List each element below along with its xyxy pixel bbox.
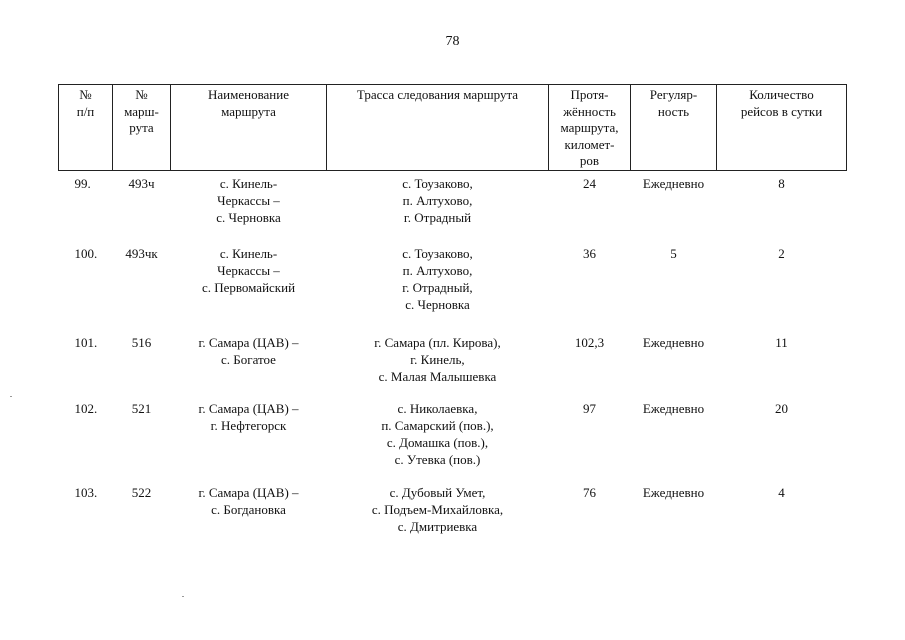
table-row [59, 330, 847, 396]
table-row [59, 480, 847, 544]
scan-speck [10, 396, 12, 397]
route-number: 493ч [128, 176, 155, 191]
route-trips: 4 [778, 485, 785, 500]
route-length: 97 [583, 401, 596, 416]
route-trips: 8 [778, 176, 785, 191]
routes-table [58, 84, 847, 544]
route-name: с. Кинель- Черкассы – с. Первомайский [201, 246, 296, 295]
route-name: г. Самара (ЦАВ) – с. Богатое [198, 335, 299, 367]
table-row [59, 171, 847, 242]
route-name: г. Самара (ЦАВ) – г. Нефтегорск [198, 401, 299, 433]
route-length: 76 [583, 485, 596, 500]
route-regularity: Ежедневно [642, 335, 705, 350]
row-number: 103. [74, 485, 98, 500]
header-route-path: Трасса следования маршрута [327, 85, 549, 171]
page-number: 78 [445, 34, 460, 49]
row-number: 101. [74, 335, 98, 350]
route-number: 521 [131, 401, 152, 416]
table-body [59, 171, 847, 545]
route-length: 24 [583, 176, 596, 191]
row-number: 100. [74, 246, 98, 261]
table-row [59, 241, 847, 330]
route-trips: 20 [775, 401, 788, 416]
header-route-number: № марш- рута [113, 85, 171, 171]
row-number: 102. [74, 401, 98, 416]
route-trips: 11 [775, 335, 788, 350]
route-length: 36 [583, 246, 596, 261]
header-regularity: Регуляр- ность [631, 85, 717, 171]
header-route-length: Протя- жённость маршрута, километ- ров [549, 85, 631, 171]
route-number: 516 [131, 335, 152, 350]
header-row-number: № п/п [59, 85, 113, 171]
route-number: 522 [131, 485, 152, 500]
route-name: г. Самара (ЦАВ) – с. Богдановка [198, 485, 299, 517]
route-trips: 2 [778, 246, 785, 261]
header-row [59, 85, 847, 171]
header-trips-per-day: Количество рейсов в сутки [717, 85, 847, 171]
table-row [59, 396, 847, 480]
route-path: с. Тоузаково, п. Алтухово, г. Отрадный [402, 176, 473, 225]
route-regularity: 5 [670, 246, 677, 261]
route-regularity: Ежедневно [642, 176, 705, 191]
route-regularity: Ежедневно [642, 401, 705, 416]
route-path: с. Дубовый Умет, с. Подъем-Михайловка, с. Дмитриевка [371, 485, 504, 534]
route-path: г. Самара (пл. Кирова), г. Кинель, с. Малая Малышевка [374, 335, 501, 384]
header-route-name: Наименование маршрута [171, 85, 327, 171]
table-header [59, 85, 847, 171]
route-path: с. Тоузаково, п. Алтухово, г. Отрадный, с. Черновка [402, 246, 473, 312]
route-number: 493чк [125, 246, 158, 261]
scan-speck [182, 596, 184, 597]
route-name: с. Кинель- Черкассы – с. Черновка [216, 176, 281, 225]
row-number: 99. [74, 176, 91, 191]
route-regularity: Ежедневно [642, 485, 705, 500]
route-path: с. Николаевка, п. Самарский (пов.), с. Домашка (пов.), с. Утевка (пов.) [381, 401, 494, 467]
route-length: 102,3 [574, 335, 605, 350]
